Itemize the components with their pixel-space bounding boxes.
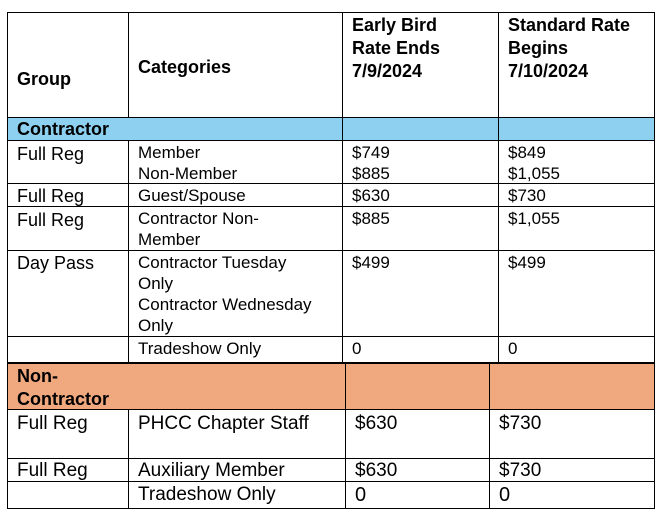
- row-standard-rate: $499: [508, 253, 546, 272]
- rule: [7, 481, 655, 482]
- row-group: Full Reg: [17, 460, 88, 481]
- row-category: Contractor Tuesday: [138, 253, 287, 272]
- row-early-rate: $499: [352, 253, 390, 272]
- rule: [342, 12, 343, 363]
- rule: [7, 12, 8, 509]
- row-category: Guest/Spouse: [138, 186, 246, 205]
- row-standard-rate: 0: [508, 339, 518, 358]
- row-category: Contractor Wednesday: [138, 295, 312, 314]
- row-standard-rate: $730: [508, 186, 546, 205]
- rule: [7, 12, 655, 13]
- row-standard-rate: $1,055: [508, 164, 560, 183]
- rule: [7, 250, 655, 251]
- rule: [489, 364, 490, 509]
- row-standard-rate: $730: [499, 413, 542, 434]
- rule: [7, 458, 655, 459]
- row-early-rate: 0: [355, 484, 367, 506]
- rule: [654, 12, 655, 509]
- row-category: Non-Member: [138, 164, 238, 183]
- row-standard-rate: $730: [499, 460, 542, 481]
- rule: [128, 410, 129, 509]
- rule: [345, 364, 346, 509]
- header-group: Group: [17, 69, 71, 89]
- row-category: Member: [138, 230, 201, 249]
- row-early-rate: $885: [352, 209, 390, 228]
- header-categories: Categories: [138, 57, 232, 77]
- row-early-rate: $885: [352, 164, 390, 183]
- row-standard-rate: $1,055: [508, 209, 560, 228]
- row-group: Full Reg: [17, 413, 88, 434]
- row-category: Member: [138, 143, 201, 162]
- rule: [7, 508, 655, 509]
- row-early-rate: $749: [352, 143, 390, 162]
- header-standard-line2: Begins: [508, 38, 569, 58]
- row-early-rate: $630: [352, 186, 390, 205]
- row-early-rate: $630: [355, 413, 398, 434]
- row-category: Only: [138, 274, 173, 293]
- rule: [7, 336, 655, 337]
- header-early-line3: 7/9/2024: [352, 61, 423, 81]
- section-title-contractor: Contractor: [17, 119, 110, 139]
- row-category: Contractor Non-: [138, 209, 259, 228]
- row-category: Auxiliary Member: [138, 460, 285, 481]
- row-standard-rate: $849: [508, 143, 546, 162]
- rule: [7, 206, 655, 207]
- row-group: Full Reg: [17, 144, 85, 164]
- section-title-noncontractor-line2: Contractor: [17, 389, 110, 409]
- rule: [7, 140, 655, 141]
- row-early-rate: $630: [355, 460, 398, 481]
- row-category: PHCC Chapter Staff: [138, 413, 309, 434]
- header-standard-line1: Standard Rate: [508, 15, 631, 35]
- rule: [7, 362, 655, 364]
- header-early-line1: Early Bird: [352, 15, 438, 35]
- row-standard-rate: 0: [499, 484, 511, 506]
- header-standard-line3: 7/10/2024: [508, 61, 589, 81]
- row-group: Full Reg: [17, 210, 85, 230]
- row-group: Full Reg: [17, 186, 85, 206]
- rule: [498, 12, 499, 363]
- rule: [128, 140, 129, 363]
- rule: [128, 12, 129, 118]
- row-category: Tradeshow Only: [138, 484, 276, 505]
- section-title-noncontractor-line1: Non-: [17, 366, 58, 386]
- rule: [7, 117, 655, 118]
- row-group: Day Pass: [17, 253, 95, 273]
- row-early-rate: 0: [352, 339, 362, 358]
- row-category: Only: [138, 316, 173, 335]
- header-early-line2: Rate Ends: [352, 38, 441, 58]
- row-category: Tradeshow Only: [138, 339, 262, 358]
